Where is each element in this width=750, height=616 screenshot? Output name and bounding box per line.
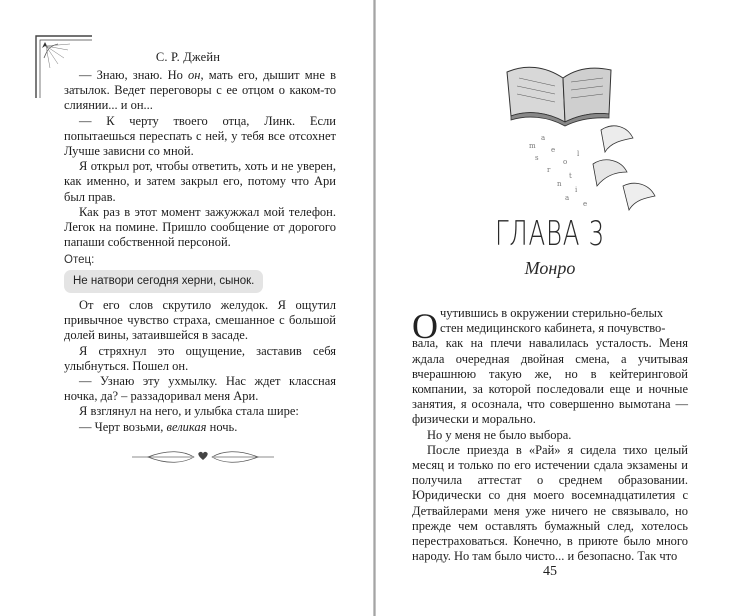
- divider-ornament-icon: [128, 446, 278, 468]
- svg-text:i: i: [575, 186, 578, 194]
- paragraph: После приезда в «Рай» я сидела тихо целый месяц и только по его истечении сдала экзамены и получила аттестат о среднем образовании. Юридически со дня моего восемнадцатилетия с Детвайлерами меня уже ничего не связывало, но прежде чем оставлять бумажный след, хотелось перестраховаться. Конечно, в приюте было много народу. Но там было чисто... и безопасно. Так что: [412, 442, 688, 564]
- paragraph: Я открыл рот, чтобы ответить, хоть и не уверен, как именно, и затем закрыл его, потому что Ари был прав.: [64, 159, 336, 204]
- svg-text:s: s: [535, 154, 539, 162]
- left-text-block: [64, 68, 336, 250]
- chapter-name: Монро: [524, 258, 576, 278]
- paragraph: Как раз в этот момент зажужжал мой телефон. Легок на помине. Пришло сообщение от дорогого папаши собственной персоной.: [64, 204, 336, 250]
- svg-text:o: o: [563, 158, 568, 166]
- text-span: чутившись в окружении стерильно-белых: [440, 306, 664, 320]
- text-span: — Черт возьми,: [79, 419, 167, 434]
- page-number: 45: [543, 564, 557, 579]
- text-span: ночь.: [206, 419, 238, 434]
- paragraph: Но у меня не было выбора.: [427, 427, 572, 442]
- paragraph: Я стряхнул это ощущение, заставив себя улыбнуться. Пошел он.: [64, 343, 336, 373]
- svg-text:n: n: [557, 180, 562, 188]
- italic-text: он: [188, 68, 201, 82]
- message-bubble: Не натвори сегодня херни, сынок.: [64, 270, 263, 293]
- svg-text:t: t: [569, 172, 572, 180]
- message-sender: Отец:: [64, 254, 95, 266]
- left-text-block-2: [64, 298, 336, 435]
- text-span: — Знаю, знаю. Но: [79, 68, 189, 82]
- svg-text:r: r: [547, 166, 551, 174]
- flying-book-icon: [505, 60, 665, 220]
- svg-text:e: e: [551, 146, 556, 154]
- right-text-block: [412, 306, 688, 564]
- svg-text:a: a: [541, 134, 546, 142]
- svg-text:m: m: [529, 142, 536, 150]
- paragraph: [64, 68, 336, 114]
- chapter-title: ГЛАВА 3: [495, 214, 605, 254]
- paragraph: — Узнаю эту ухмылку. Нас ждет классная ночка, да? – раззадоривал меня Ари.: [64, 374, 336, 404]
- paragraph: [64, 420, 336, 435]
- running-head: С. Р. Джейн: [155, 50, 221, 64]
- paragraph: [412, 306, 688, 428]
- text-span: стен медицинского кабинета, я почувство-: [440, 321, 666, 336]
- text-span: , мать его, дышит мне в затылок. Ведет переговоры с ее отцом о каком-то слиянии... и он...: [64, 68, 336, 113]
- svg-text:l: l: [577, 150, 580, 158]
- italic-text: великая: [166, 419, 207, 434]
- paragraph: — К черту твоего отца, Линк. Если попытаешься переспать с ней, у тебя все отсохнет Лучше зависни со мной.: [64, 113, 336, 159]
- drop-cap: О: [412, 306, 438, 346]
- svg-text:a: a: [565, 194, 570, 202]
- paragraph: От его слов скрутило желудок. Я ощутил привычное чувство страха, смешанное с большой долей вины, затаившейся в засаде.: [64, 298, 336, 343]
- paragraph: Я взглянул на него, и улыбка стала шире:: [79, 404, 299, 419]
- svg-text:e: e: [583, 200, 588, 208]
- text-span: вала, как на плечи навалилась усталость. Меня ждала очередная двойная смена, а учитывая вчерашнюю такую же, но в кейтеринговой компании, за которой последовали еще и ночные занятия, я осознала, что совершенно вымотана — физически и морально.: [412, 336, 688, 427]
